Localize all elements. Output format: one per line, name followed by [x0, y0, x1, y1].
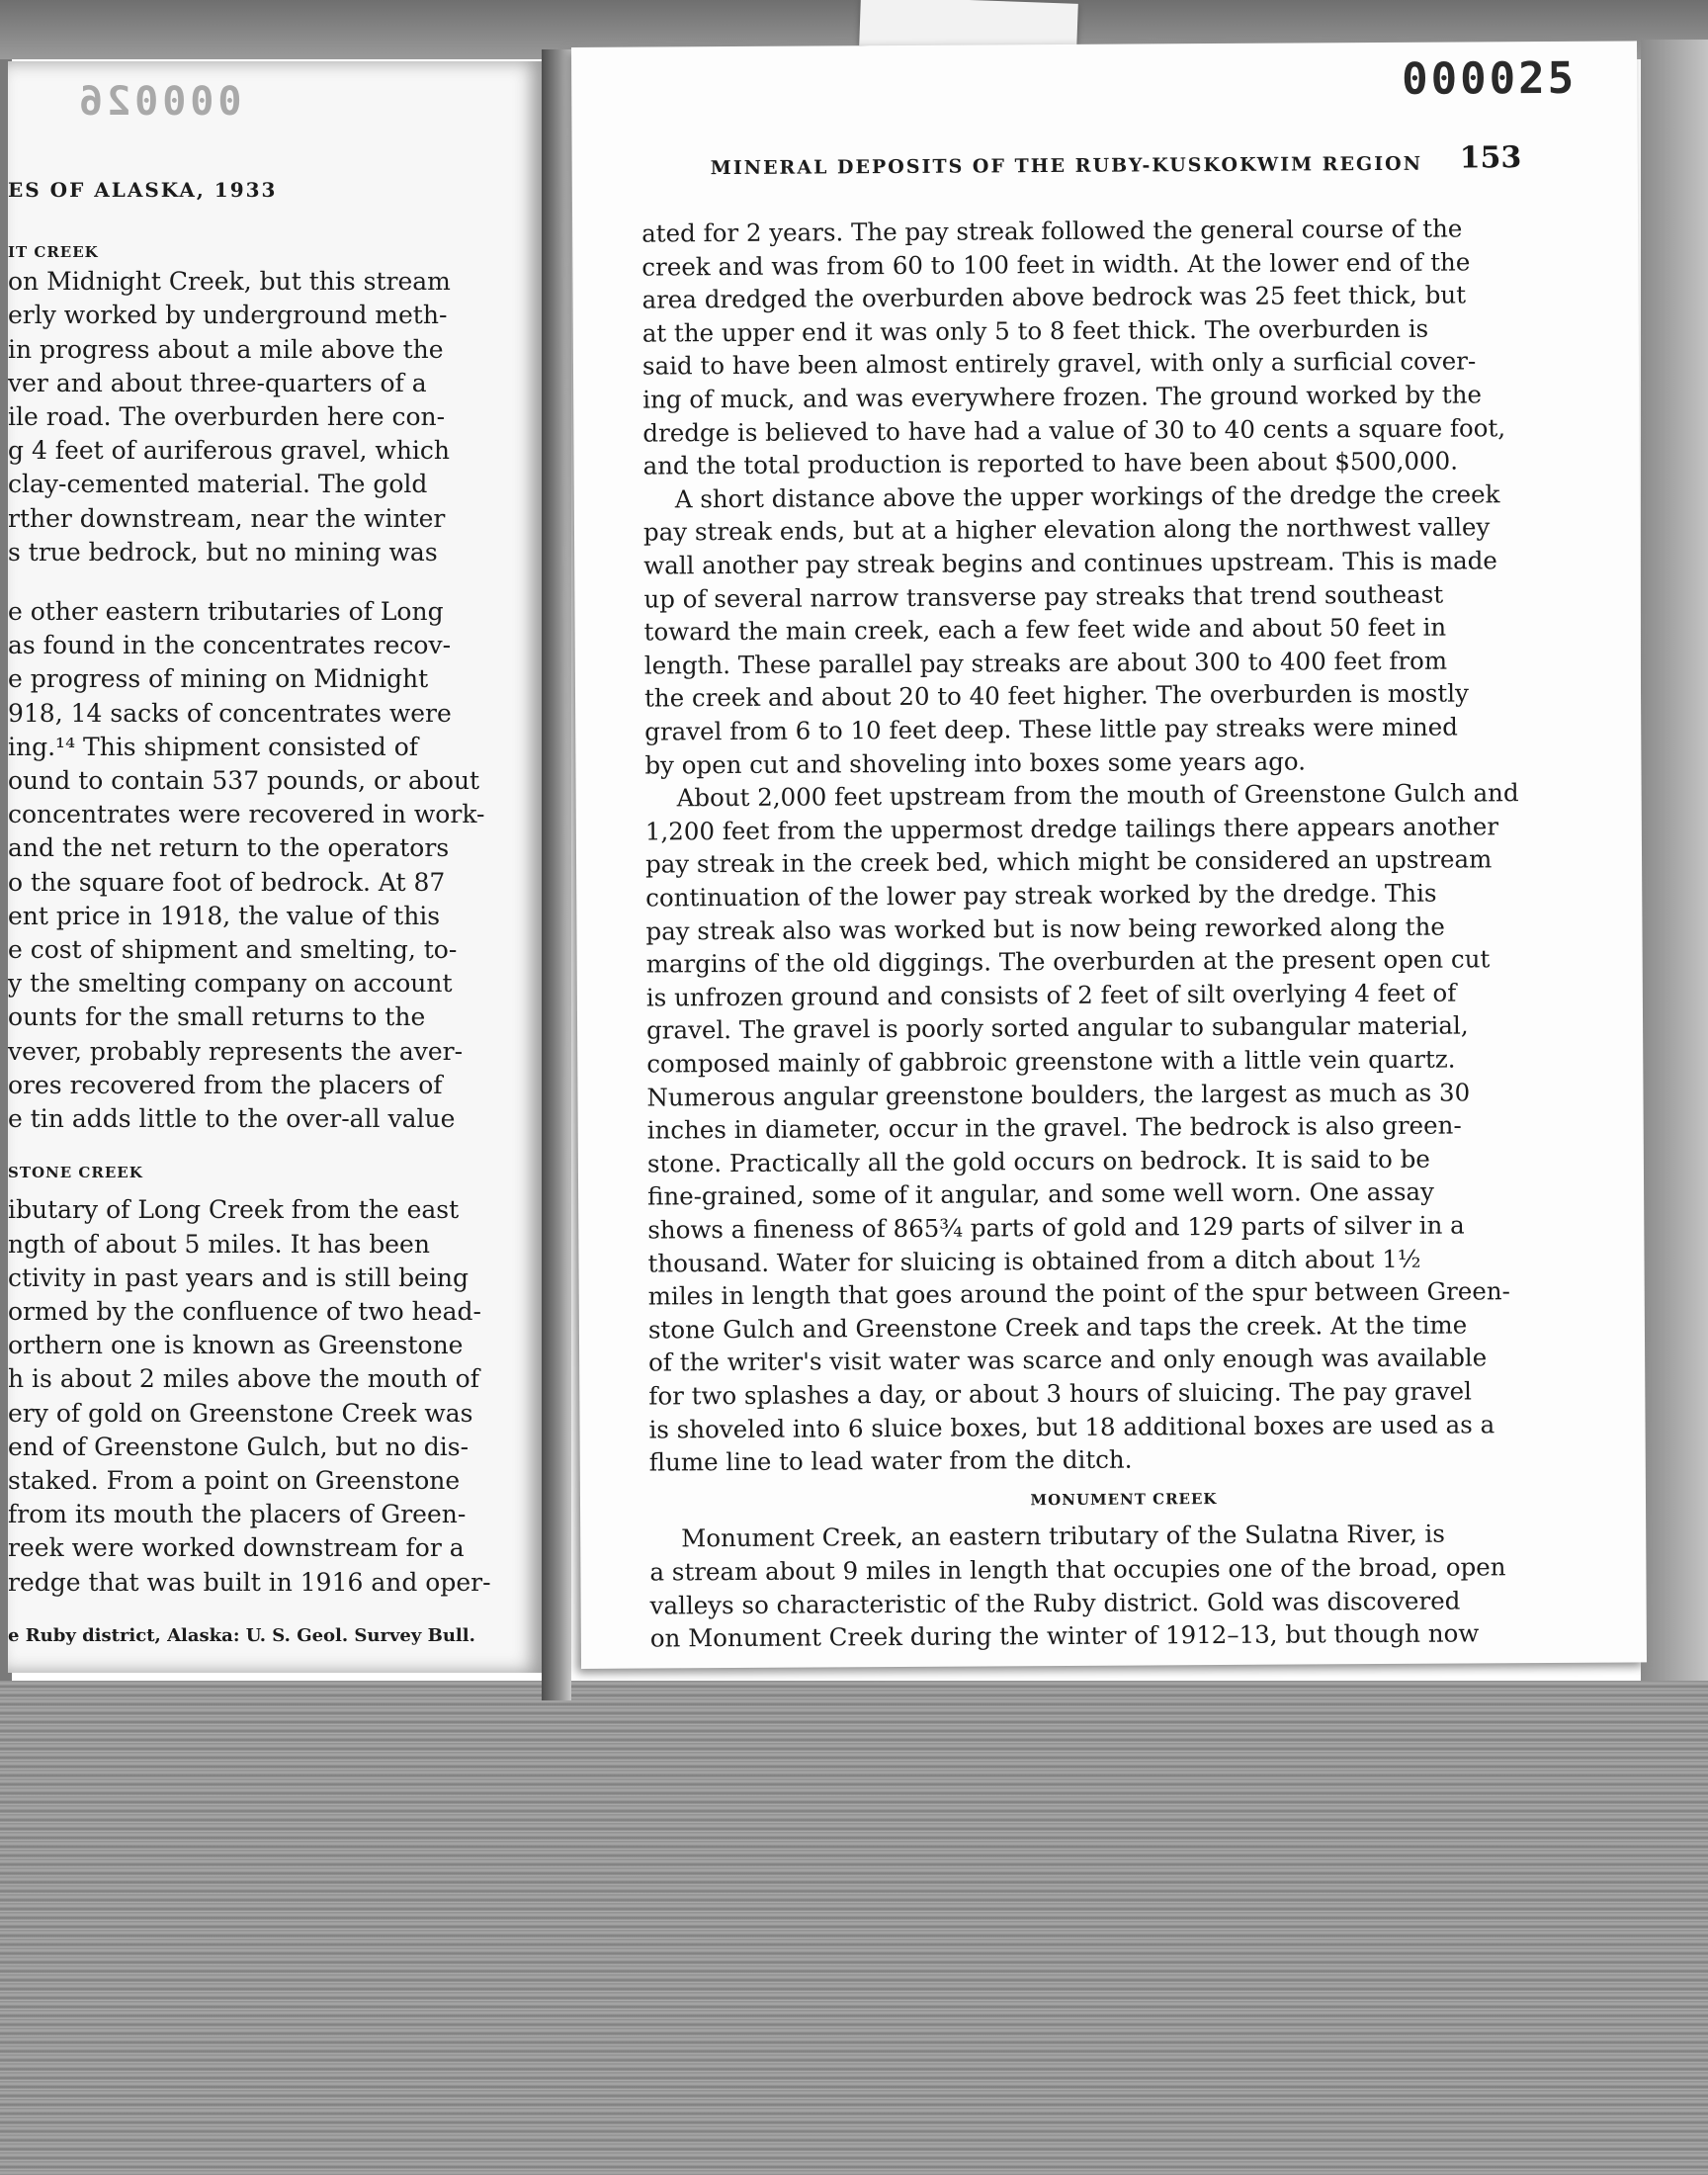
text-line: vever, probably represents the aver- — [8, 1036, 464, 1066]
page-number: 153 — [1459, 140, 1522, 176]
text-line: up of several narrow transverse pay streaks that trend southeast — [643, 579, 1444, 614]
text-line: creek and was from 60 to 100 feet in width. At the lower end of the — [641, 247, 1471, 282]
text-line: continuation of the lower pay streak worked by the dredge. This — [645, 878, 1437, 913]
book-gutter — [542, 49, 571, 1700]
text-line: ores recovered from the placers of — [8, 1070, 443, 1099]
text-line: is shoveled into 6 sluice boxes, but 18 additional boxes are used as a — [648, 1409, 1495, 1444]
text-line: ated for 2 years. The pay streak followed the general course of the — [641, 214, 1463, 248]
text-line: inches in diameter, occur in the gravel. The bedrock is also green- — [646, 1110, 1462, 1145]
text-line: ctivity in past years and is still being — [8, 1262, 470, 1292]
text-line: e other eastern tributaries of Long — [8, 597, 444, 626]
scanner-background-bottom — [0, 1681, 1708, 2175]
text-line: is unfrozen ground and consists of 2 feet of silt overlying 4 feet of — [645, 978, 1457, 1012]
text-line: and the net return to the operators — [8, 833, 450, 863]
text-line: flume line to lead water from the ditch. — [648, 1444, 1133, 1477]
page-stamp-number: 000026 — [75, 79, 242, 125]
text-line: orthern one is known as Greenstone — [8, 1331, 464, 1360]
text-line: gravel. The gravel is poorly sorted angular to subangular material, — [645, 1010, 1469, 1045]
text-line: margins of the old diggings. The overburden at the present open cut — [645, 944, 1491, 979]
text-line: 918, 14 sacks of concentrates were — [8, 698, 452, 728]
text-line: on Midnight Creek, but this stream — [8, 267, 451, 297]
text-line: reek were worked downstream for a — [8, 1533, 465, 1563]
text-line: and the total production is reported to have been about $500,000. — [642, 446, 1459, 480]
footnote: e Ruby district, Alaska: U. S. Geol. Survey Bull. — [8, 1624, 475, 1646]
text-line: on Monument Creek during the winter of 1912–13, but though now — [649, 1618, 1480, 1653]
text-line: shows a fineness of 865¾ parts of gold and 129 parts of silver in a — [647, 1210, 1465, 1245]
text-line: wall another pay streak begins and continues upstream. This is made — [643, 546, 1497, 580]
text-line: A short distance above the upper workings of the dredge the creek — [674, 479, 1500, 514]
text-line: rther downstream, near the winter — [8, 503, 446, 533]
text-line: clay-cemented material. The gold — [8, 470, 428, 499]
text-line: thousand. Water for sluicing is obtained from a ditch about 1½ — [647, 1244, 1421, 1278]
text-line: pay streak in the creek bed, which might be considered an upstream — [644, 844, 1493, 879]
text-line: stone Gulch and Greenstone Creek and taps the creek. At the time — [647, 1310, 1468, 1345]
text-line: for two splashes a day, or about 3 hours of sluicing. The pay gravel — [648, 1376, 1473, 1411]
text-line: ery of gold on Greenstone Creek was — [8, 1398, 473, 1428]
text-line: ing.¹⁴ This shipment consisted of — [8, 732, 419, 761]
text-line: as found in the concentrates recov- — [8, 631, 452, 660]
text-line: said to have been almost entirely gravel, with only a surficial cover- — [641, 346, 1477, 381]
right-page — [571, 41, 1647, 1669]
text-line: concentrates were recovered in work- — [8, 800, 485, 829]
text-line: 1,200 feet from the uppermost dredge tailings there appears another — [644, 812, 1499, 846]
text-line: ing of muck, and was everywhere frozen. The ground worked by the — [642, 380, 1483, 414]
running-head: MINERAL DEPOSITS OF THE RUBY-KUSKOKWIM REGION — [710, 152, 1423, 180]
text-line: pay streak ends, but at a higher elevation along the northwest valley — [642, 512, 1491, 547]
section-heading: IT CREEK — [8, 243, 99, 261]
text-line: dredge is believed to have had a value of 30 to 40 cents a square foot, — [642, 412, 1506, 448]
text-line: Monument Creek, an eastern tributary of the Sulatna River, is — [681, 1520, 1446, 1553]
text-line: ounts for the small returns to the — [8, 1002, 426, 1032]
text-line: ngth of about 5 miles. It has been — [8, 1229, 430, 1259]
text-line: in progress about a mile above the — [8, 334, 444, 364]
text-line: ormed by the confluence of two head- — [8, 1297, 481, 1326]
left-page — [8, 61, 542, 1673]
section-heading: MONUMENT CREEK — [1030, 1489, 1218, 1509]
text-line: ibutary of Long Creek from the east — [8, 1195, 460, 1225]
page-stamp-number: 000025 — [1402, 52, 1578, 105]
section-heading: STONE CREEK — [8, 1164, 143, 1182]
text-line: o the square foot of bedrock. At 87 — [8, 867, 446, 897]
text-line: h is about 2 miles above the mouth of — [8, 1364, 479, 1394]
text-line: gravel from 6 to 10 feet deep. These little pay streaks were mined — [644, 712, 1459, 746]
text-line: s true bedrock, but no mining was — [8, 537, 438, 566]
text-line: of the writer's visit water was scarce and only enough was available — [648, 1343, 1488, 1377]
text-line: valleys so characteristic of the Ruby district. Gold was discovered — [649, 1586, 1461, 1620]
text-line: y the smelting company on account — [8, 969, 453, 999]
text-line: ound to contain 537 pounds, or about — [8, 766, 480, 795]
text-line: erly worked by underground meth- — [8, 301, 448, 330]
text-line: redge that was built in 1916 and oper- — [8, 1567, 491, 1597]
text-line: end of Greenstone Gulch, but no dis- — [8, 1432, 470, 1461]
text-line: About 2,000 feet upstream from the mouth of Greenstone Gulch and — [676, 778, 1519, 813]
text-line: staked. From a point on Greenstone — [8, 1466, 461, 1495]
text-line: fine-grained, some of it angular, and some well worn. One assay — [647, 1177, 1435, 1211]
text-line: at the upper end it was only 5 to 8 feet thick. The overburden is — [641, 313, 1429, 348]
text-line: pay streak also was worked but is now being reworked along the — [645, 912, 1445, 946]
text-line: e cost of shipment and smelting, to- — [8, 935, 458, 964]
text-line: a stream about 9 miles in length that occupies one of the broad, open — [649, 1552, 1506, 1587]
text-line: e tin adds little to the over-all value — [8, 1104, 456, 1133]
text-line: Numerous angular greenstone boulders, the largest as much as 30 — [646, 1078, 1471, 1112]
text-line: from its mouth the placers of Green- — [8, 1500, 467, 1529]
text-line: toward the main creek, each a few feet wide and about 50 feet in — [643, 612, 1447, 647]
text-line: g 4 feet of auriferous gravel, which — [8, 436, 451, 466]
text-line: ver and about three-quarters of a — [8, 368, 427, 397]
text-line: by open cut and shoveling into boxes some years ago. — [644, 746, 1307, 780]
text-line: stone. Practically all the gold occurs on bedrock. It is said to be — [646, 1144, 1430, 1178]
running-head: ES OF ALASKA, 1933 — [8, 178, 278, 202]
text-line: length. These parallel pay streaks are about 300 to 400 feet from — [643, 646, 1448, 680]
text-line: the creek and about 20 to 40 feet higher. The overburden is mostly — [643, 678, 1469, 713]
text-line: ile road. The overburden here con- — [8, 402, 446, 431]
scanner-background-right — [1641, 40, 1708, 1720]
text-line: area dredged the overburden above bedrock was 25 feet thick, but — [641, 280, 1467, 314]
text-line: miles in length that goes around the point of the spur between Green- — [647, 1276, 1510, 1311]
text-line: ent price in 1918, the value of this — [8, 901, 441, 930]
text-line: e progress of mining on Midnight — [8, 664, 429, 694]
text-line: composed mainly of gabbroic greenstone with a little vein quartz. — [646, 1044, 1456, 1079]
